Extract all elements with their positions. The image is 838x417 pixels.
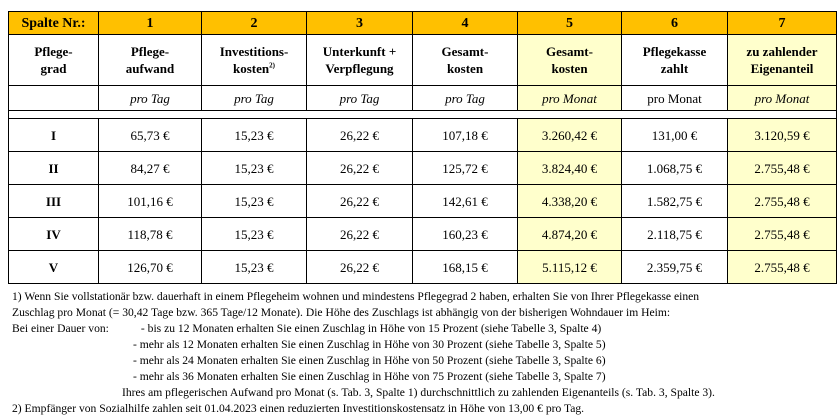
value-cell: 15,23 €: [202, 152, 307, 185]
unit-c4: pro Tag: [413, 86, 518, 111]
care-cost-table: [8, 11, 837, 284]
header-unterkunft-line2: Verpflegung: [325, 61, 394, 76]
value-cell: 26,22 €: [307, 185, 413, 218]
header-investitionskosten: [202, 35, 307, 86]
footnote-tier-24-plus: - mehr als 24 Monaten erhalten Sie einen Zuschlag in Höhe von 50 Prozent (siehe Tabelle 3, Spalte 6): [133, 354, 606, 367]
header-pflegeaufwand: [99, 35, 202, 86]
header-pflegekasse-line1: Pflegekasse: [642, 44, 707, 59]
column-number-label: Spalte Nr.:: [9, 12, 99, 35]
header-gesamtkosten-monat: [518, 35, 622, 86]
table-row: [9, 218, 837, 251]
grade-cell: V: [9, 251, 99, 284]
column-number-6: 6: [622, 12, 728, 35]
grade-cell: II: [9, 152, 99, 185]
header-pflegekasse: [622, 35, 728, 86]
value-cell: 3.260,42 €: [518, 119, 622, 152]
value-cell: 5.115,12 €: [518, 251, 622, 284]
table-row: [9, 185, 837, 218]
column-header-row: [9, 35, 837, 86]
column-number-1: 1: [99, 12, 202, 35]
footnote-ref-2: 2): [269, 61, 275, 70]
header-gesamtkosten-monat-line1: Gesamt-: [546, 44, 593, 59]
value-cell: 1.582,75 €: [622, 185, 728, 218]
value-cell: 26,22 €: [307, 119, 413, 152]
value-cell: 4.874,20 €: [518, 218, 622, 251]
value-cell: 15,23 €: [202, 251, 307, 284]
column-number-5: 5: [518, 12, 622, 35]
grade-cell: IV: [9, 218, 99, 251]
column-number-2: 2: [202, 12, 307, 35]
footnotes: [12, 289, 832, 417]
value-cell: 125,72 €: [413, 152, 518, 185]
footnote-tier-36-plus: - mehr als 36 Monaten erhalten Sie einen Zuschlag in Höhe von 75 Prozent (siehe Tabelle 3, Spalte 7): [133, 370, 606, 383]
value-cell: 2.755,48 €: [728, 152, 837, 185]
value-cell: 2.118,75 €: [622, 218, 728, 251]
grade-cell: III: [9, 185, 99, 218]
table-row: [9, 251, 837, 284]
header-pflegekasse-line2: zahlt: [660, 61, 689, 76]
header-unterkunft: [307, 35, 413, 86]
header-gesamtkosten-tag-line1: Gesamt-: [441, 44, 489, 59]
column-number-4: 4: [413, 12, 518, 35]
header-pflegegrad-line1: Pflege-: [34, 44, 73, 59]
header-gesamtkosten-monat-line2: kosten: [551, 61, 588, 76]
value-cell: 2.755,48 €: [728, 251, 837, 284]
unit-c3: pro Tag: [307, 86, 413, 111]
footnote-1-line-3: [12, 321, 832, 337]
unit-c6: pro Monat: [622, 86, 728, 111]
header-pflegegrad: [9, 35, 99, 86]
value-cell: 26,22 €: [307, 251, 413, 284]
footnote-1-line-7: Ihres am pflegerischen Aufwand pro Monat (s. Tab. 3, Spalte 1) durchschnittlich zu zahlenden Eigenanteils (s. Tab. 3, Spalte 3).: [122, 386, 715, 399]
value-cell: 101,16 €: [99, 185, 202, 218]
footnote-duration-label: Bei einer Dauer von:: [12, 322, 109, 335]
footnote-tier-12: - bis zu 12 Monaten erhalten Sie einen Zuschlag in Höhe von 15 Prozent (siehe Tabelle 3, Spalte 4): [140, 322, 602, 335]
unit-c2: pro Tag: [202, 86, 307, 111]
spacer-row: [9, 111, 837, 119]
value-cell: 168,15 €: [413, 251, 518, 284]
unit-empty: [9, 86, 99, 111]
unit-c1: pro Tag: [99, 86, 202, 111]
footnote-1-line-2: Zuschlag pro Monat (= 30,42 Tage bzw. 365 Tage/12 Monate). Die Höhe des Zuschlags ist abhängig von der bisherigen Wohndauer im Heim:: [12, 306, 671, 319]
header-eigenanteil-line1: zu zahlender: [746, 44, 818, 59]
value-cell: 15,23 €: [202, 185, 307, 218]
unit-c7: pro Monat: [728, 86, 837, 111]
value-cell: 126,70 €: [99, 251, 202, 284]
header-eigenanteil: [728, 35, 837, 86]
unit-c5: pro Monat: [518, 86, 622, 111]
value-cell: 4.338,20 €: [518, 185, 622, 218]
value-cell: 15,23 €: [202, 218, 307, 251]
spacer-cell: [9, 111, 837, 119]
header-eigenanteil-line2: Eigenanteil: [750, 61, 814, 76]
header-investitionskosten-line1: Investitions-: [219, 44, 289, 59]
footnote-2: 2) Empfänger von Sozialhilfe zahlen seit 01.04.2023 einen reduzierten Investitionskostensatz in Höhe von 13,00 € pro Tag.: [12, 402, 585, 415]
value-cell: 131,00 €: [622, 119, 728, 152]
value-cell: 84,27 €: [99, 152, 202, 185]
footnote-tier-12-plus: - mehr als 12 Monaten erhalten Sie einen Zuschlag in Höhe von 30 Prozent (siehe Tabelle 3, Spalte 5): [133, 338, 606, 351]
value-cell: 3.824,40 €: [518, 152, 622, 185]
value-cell: 2.359,75 €: [622, 251, 728, 284]
header-gesamtkosten-tag-line2: kosten: [446, 61, 484, 76]
header-investitionskosten-line2-wrap: [202, 60, 306, 77]
value-cell: 118,78 €: [99, 218, 202, 251]
header-pflegegrad-line2: grad: [40, 61, 67, 76]
footnote-1-line-1: 1) Wenn Sie vollstationär bzw. dauerhaft in einem Pflegeheim wohnen und mindestens Pflegegrad 2 haben, erhalten Sie von Ihrer Pflegekasse einen: [12, 290, 700, 303]
table-row: [9, 119, 837, 152]
unit-row: [9, 86, 837, 111]
value-cell: 107,18 €: [413, 119, 518, 152]
value-cell: 3.120,59 €: [728, 119, 837, 152]
value-cell: 2.755,48 €: [728, 185, 837, 218]
value-cell: 2.755,48 €: [728, 218, 837, 251]
header-investitionskosten-line2: kosten: [233, 61, 270, 76]
value-cell: 26,22 €: [307, 152, 413, 185]
header-gesamtkosten-tag: [413, 35, 518, 86]
value-cell: 26,22 €: [307, 218, 413, 251]
column-number-3: 3: [307, 12, 413, 35]
header-pflegeaufwand-line2: aufwand: [125, 61, 175, 76]
column-number-7: 7: [728, 12, 837, 35]
value-cell: 160,23 €: [413, 218, 518, 251]
value-cell: 65,73 €: [99, 119, 202, 152]
value-cell: 15,23 €: [202, 119, 307, 152]
header-unterkunft-line1: Unterkunft +: [322, 44, 397, 59]
column-number-row: [9, 12, 837, 35]
grade-cell: I: [9, 119, 99, 152]
value-cell: 1.068,75 €: [622, 152, 728, 185]
value-cell: 142,61 €: [413, 185, 518, 218]
table-row: [9, 152, 837, 185]
header-pflegeaufwand-line1: Pflege-: [130, 44, 170, 59]
